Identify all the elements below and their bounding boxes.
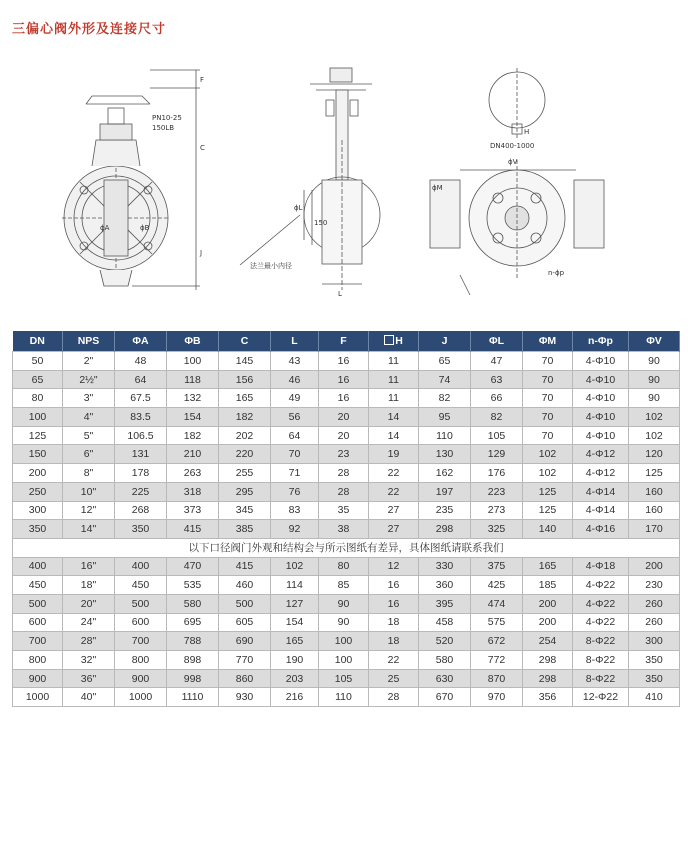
dimension-table [12, 331, 680, 707]
table-cell: 223 [471, 482, 523, 501]
table-cell: 18 [369, 632, 419, 651]
table-cell: 10" [63, 482, 115, 501]
table-cell: 63 [471, 370, 523, 389]
label-c: C [200, 144, 205, 152]
table-cell: 330 [419, 557, 471, 576]
header-cell: ΦA [115, 331, 167, 352]
label-phi-l: ϕL [294, 204, 303, 212]
label-j: J [200, 249, 203, 257]
label-lb: 150LB [152, 124, 175, 132]
table-cell: 4-Φ12 [573, 464, 629, 483]
table-cell: 2½" [63, 370, 115, 389]
table-cell: 100 [13, 408, 63, 427]
table-cell: 27 [369, 501, 419, 520]
table-row [13, 632, 680, 651]
table-cell: 16" [63, 557, 115, 576]
table-cell: 110 [319, 688, 369, 707]
table-cell: 150 [13, 445, 63, 464]
table-cell: 190 [271, 651, 319, 670]
table-cell: 120 [629, 445, 680, 464]
table-cell: 4-Φ18 [573, 557, 629, 576]
table-row [13, 557, 680, 576]
table-cell: 8" [63, 464, 115, 483]
table-cell: 170 [629, 520, 680, 539]
table-cell: 40" [63, 688, 115, 707]
table-cell: 22 [369, 464, 419, 483]
table-cell: 90 [629, 370, 680, 389]
table-cell: 800 [115, 651, 167, 670]
table-cell: 273 [471, 501, 523, 520]
page-title: 三偏心阀外形及连接尺寸 [12, 22, 167, 37]
table-cell: 100 [319, 651, 369, 670]
table-cell: 4-Φ22 [573, 613, 629, 632]
table-cell: 14 [369, 426, 419, 445]
table-row [13, 482, 680, 501]
table-cell: 102 [629, 408, 680, 427]
table-cell: 400 [115, 557, 167, 576]
table-cell: 16 [319, 389, 369, 408]
table-cell: 90 [629, 389, 680, 408]
table-cell: 220 [219, 445, 271, 464]
table-cell: 154 [271, 613, 319, 632]
table-cell: 65 [13, 370, 63, 389]
table-cell: 140 [523, 520, 573, 539]
table-cell: 700 [13, 632, 63, 651]
table-cell: 74 [419, 370, 471, 389]
table-cell: 182 [167, 426, 219, 445]
table-cell: 373 [167, 501, 219, 520]
table-cell: 575 [471, 613, 523, 632]
table-cell: 4-Φ10 [573, 370, 629, 389]
table-cell: 95 [419, 408, 471, 427]
header-cell: F [319, 331, 369, 352]
table-cell: 125 [523, 482, 573, 501]
table-cell: 70 [523, 408, 573, 427]
table-cell: 129 [471, 445, 523, 464]
table-cell: 12 [369, 557, 419, 576]
table-cell: 85 [319, 576, 369, 595]
label-n-phi-p: n-ϕp [548, 269, 565, 277]
table-cell: 500 [13, 594, 63, 613]
table-cell: 8-Φ22 [573, 632, 629, 651]
table-cell: 298 [523, 651, 573, 670]
table-cell: 25 [369, 669, 419, 688]
table-cell: 360 [419, 576, 471, 595]
table-cell: 16 [319, 352, 369, 371]
table-cell: 470 [167, 557, 219, 576]
table-cell: 230 [629, 576, 680, 595]
table-body [13, 352, 680, 707]
table-cell: 4-Φ10 [573, 426, 629, 445]
table-cell: 90 [629, 352, 680, 371]
table-cell: 36" [63, 669, 115, 688]
table-cell: 102 [271, 557, 319, 576]
table-cell: 998 [167, 669, 219, 688]
table-note-row [13, 538, 680, 557]
table-cell: 500 [115, 594, 167, 613]
table-cell: 5" [63, 426, 115, 445]
table-cell: 2" [63, 352, 115, 371]
table-cell: 350 [13, 520, 63, 539]
table-cell: 356 [523, 688, 573, 707]
table-cell: 11 [369, 352, 419, 371]
table-header-row [13, 331, 680, 352]
table-cell: 67.5 [115, 389, 167, 408]
table-cell: 350 [629, 651, 680, 670]
table-cell: 70 [523, 426, 573, 445]
table-cell: 197 [419, 482, 471, 501]
table-cell: 43 [271, 352, 319, 371]
table-cell: 200 [629, 557, 680, 576]
table-cell: 125 [13, 426, 63, 445]
table-cell: 203 [271, 669, 319, 688]
table-cell: 500 [219, 594, 271, 613]
table-cell: 395 [419, 594, 471, 613]
table-cell: 415 [167, 520, 219, 539]
table-cell: 600 [13, 613, 63, 632]
table-cell: 46 [271, 370, 319, 389]
table-cell: 20 [319, 426, 369, 445]
table-cell: 118 [167, 370, 219, 389]
table-cell: 298 [419, 520, 471, 539]
table-cell: 254 [523, 632, 573, 651]
table-cell: 156 [219, 370, 271, 389]
table-cell: 12-Φ22 [573, 688, 629, 707]
table-cell: 154 [167, 408, 219, 427]
table-cell: 102 [629, 426, 680, 445]
table-cell: 165 [219, 389, 271, 408]
table-cell: 160 [629, 501, 680, 520]
header-cell: DN [13, 331, 63, 352]
table-cell: 535 [167, 576, 219, 595]
table-cell: 83.5 [115, 408, 167, 427]
label-flange-note: 法兰最小内径 [250, 262, 292, 270]
table-row [13, 501, 680, 520]
table-cell: 225 [115, 482, 167, 501]
table-cell: 930 [219, 688, 271, 707]
table-cell: 82 [419, 389, 471, 408]
table-cell: 235 [419, 501, 471, 520]
table-cell: 70 [523, 389, 573, 408]
table-cell: 24" [63, 613, 115, 632]
label-pn: PN10-25 [152, 114, 182, 122]
table-row [13, 688, 680, 707]
table-cell: 788 [167, 632, 219, 651]
table-cell: 1110 [167, 688, 219, 707]
table-cell: 255 [219, 464, 271, 483]
table-cell: 900 [13, 669, 63, 688]
header-cell: ΦM [523, 331, 573, 352]
table-cell: 28" [63, 632, 115, 651]
label-phi-v: ϕV [508, 158, 518, 166]
table-cell: 90 [319, 613, 369, 632]
table-cell: 18 [369, 613, 419, 632]
table-cell: 19 [369, 445, 419, 464]
table-cell: 870 [471, 669, 523, 688]
table-cell: 110 [419, 426, 471, 445]
table-cell: 410 [629, 688, 680, 707]
header-cell: NPS [63, 331, 115, 352]
table-row [13, 576, 680, 595]
table-cell: 23 [319, 445, 369, 464]
table-cell: 28 [319, 464, 369, 483]
valve-technical-drawing [0, 40, 691, 300]
table-cell: 12" [63, 501, 115, 520]
label-f: F [200, 76, 205, 84]
label-dn-range: DN400-1000 [490, 142, 535, 150]
header-cell: ΦB [167, 331, 219, 352]
table-cell: 425 [471, 576, 523, 595]
table-cell: 160 [629, 482, 680, 501]
table-cell: 400 [13, 557, 63, 576]
table-cell: 4-Φ14 [573, 482, 629, 501]
table-cell: 48 [115, 352, 167, 371]
header-cell: ΦV [629, 331, 680, 352]
table-cell: 900 [115, 669, 167, 688]
square-icon [384, 335, 394, 345]
table-cell: 210 [167, 445, 219, 464]
table-cell: 300 [13, 501, 63, 520]
table-cell: 770 [219, 651, 271, 670]
table-cell: 16 [319, 370, 369, 389]
table-row [13, 594, 680, 613]
table-cell: 670 [419, 688, 471, 707]
table-cell: 132 [167, 389, 219, 408]
table-cell: 700 [115, 632, 167, 651]
table-cell: 474 [471, 594, 523, 613]
header-cell: n-Φp [573, 331, 629, 352]
table-cell: 106.5 [115, 426, 167, 445]
table-cell: 131 [115, 445, 167, 464]
label-phi-b: ϕB [140, 224, 150, 232]
header-cell: L [271, 331, 319, 352]
table-cell: 64 [271, 426, 319, 445]
table-cell: 105 [319, 669, 369, 688]
table-cell: 8-Φ22 [573, 669, 629, 688]
table-cell: 630 [419, 669, 471, 688]
table-cell: 345 [219, 501, 271, 520]
table-cell: 325 [471, 520, 523, 539]
table-cell: 772 [471, 651, 523, 670]
table-cell: 260 [629, 594, 680, 613]
table-cell: 100 [319, 632, 369, 651]
label-150: 150 [314, 219, 328, 227]
table-cell: 114 [271, 576, 319, 595]
table-cell: 182 [219, 408, 271, 427]
table-cell: 20" [63, 594, 115, 613]
label-phi-m: ϕM [432, 184, 443, 192]
table-cell: 100 [167, 352, 219, 371]
table-cell: 22 [369, 482, 419, 501]
table-cell: 92 [271, 520, 319, 539]
table-row [13, 445, 680, 464]
table-cell: 28 [319, 482, 369, 501]
table-cell: 800 [13, 651, 63, 670]
table-cell: 970 [471, 688, 523, 707]
table-row [13, 464, 680, 483]
table-cell: 20 [319, 408, 369, 427]
table-row [13, 389, 680, 408]
table-cell: 56 [271, 408, 319, 427]
table-cell: 35 [319, 501, 369, 520]
table-row [13, 352, 680, 371]
table-cell: 125 [629, 464, 680, 483]
table-cell: 4" [63, 408, 115, 427]
table-cell: 605 [219, 613, 271, 632]
table-cell: 375 [471, 557, 523, 576]
table-cell: 216 [271, 688, 319, 707]
label-l: L [338, 290, 342, 298]
table-cell: 520 [419, 632, 471, 651]
table-cell: 460 [219, 576, 271, 595]
table-cell: 202 [219, 426, 271, 445]
table-cell: 200 [523, 613, 573, 632]
table-cell: 350 [115, 520, 167, 539]
table-cell: 47 [471, 352, 523, 371]
table-row [13, 370, 680, 389]
table-cell: 28 [369, 688, 419, 707]
table-cell: 4-Φ22 [573, 594, 629, 613]
table-cell: 450 [115, 576, 167, 595]
table-cell: 4-Φ10 [573, 389, 629, 408]
table-cell: 130 [419, 445, 471, 464]
table-cell: 3" [63, 389, 115, 408]
label-h: H [524, 128, 530, 136]
table-cell: 4-Φ22 [573, 576, 629, 595]
header-cell: ΦL [471, 331, 523, 352]
table-cell: 695 [167, 613, 219, 632]
table-cell: 50 [13, 352, 63, 371]
table-cell: 4-Φ14 [573, 501, 629, 520]
table-cell: 18" [63, 576, 115, 595]
table-cell: 176 [471, 464, 523, 483]
table-cell: 300 [629, 632, 680, 651]
table-cell: 298 [523, 669, 573, 688]
table-note: 以下口径阀门外观和结构会与所示图纸有差异，具体图纸请联系我们 [13, 538, 680, 557]
table-cell: 580 [167, 594, 219, 613]
table-row [13, 426, 680, 445]
table-cell: 268 [115, 501, 167, 520]
table-cell: 127 [271, 594, 319, 613]
table-cell: 80 [319, 557, 369, 576]
table-cell: 898 [167, 651, 219, 670]
table-cell: 4-Φ10 [573, 352, 629, 371]
table-cell: 49 [271, 389, 319, 408]
table-cell: 165 [271, 632, 319, 651]
table-cell: 11 [369, 370, 419, 389]
table-row [13, 613, 680, 632]
table-cell: 145 [219, 352, 271, 371]
table-cell: 65 [419, 352, 471, 371]
table-cell: 22 [369, 651, 419, 670]
table-row [13, 669, 680, 688]
table-cell: 350 [629, 669, 680, 688]
table-cell: 11 [369, 389, 419, 408]
table-cell: 6" [63, 445, 115, 464]
table-cell: 16 [369, 594, 419, 613]
header-cell: C [219, 331, 271, 352]
table-cell: 260 [629, 613, 680, 632]
table-cell: 4-Φ10 [573, 408, 629, 427]
table-cell: 16 [369, 576, 419, 595]
table-cell: 672 [471, 632, 523, 651]
table-cell: 27 [369, 520, 419, 539]
table-cell: 1000 [115, 688, 167, 707]
table-cell: 318 [167, 482, 219, 501]
table-cell: 295 [219, 482, 271, 501]
table-cell: 450 [13, 576, 63, 595]
table-cell: 185 [523, 576, 573, 595]
table-cell: 125 [523, 501, 573, 520]
table-cell: 200 [13, 464, 63, 483]
table-cell: 83 [271, 501, 319, 520]
table-cell: 415 [219, 557, 271, 576]
table-cell: 14 [369, 408, 419, 427]
table-row [13, 651, 680, 670]
table-cell: 105 [471, 426, 523, 445]
table-cell: 71 [271, 464, 319, 483]
table-cell: 690 [219, 632, 271, 651]
table-cell: 385 [219, 520, 271, 539]
table-cell: 580 [419, 651, 471, 670]
table-cell: 64 [115, 370, 167, 389]
table-cell: 102 [523, 464, 573, 483]
table-cell: 860 [219, 669, 271, 688]
table-cell: 263 [167, 464, 219, 483]
table-cell: 66 [471, 389, 523, 408]
header-cell [369, 331, 419, 352]
table-row [13, 408, 680, 427]
table-cell: 200 [523, 594, 573, 613]
table-cell: 4-Φ16 [573, 520, 629, 539]
table-cell: 32" [63, 651, 115, 670]
header-cell-label: H [395, 335, 403, 347]
table-cell: 250 [13, 482, 63, 501]
table-cell: 70 [271, 445, 319, 464]
table-cell: 165 [523, 557, 573, 576]
table-cell: 1000 [13, 688, 63, 707]
table-cell: 38 [319, 520, 369, 539]
table-cell: 102 [523, 445, 573, 464]
table-cell: 70 [523, 370, 573, 389]
header-cell: J [419, 331, 471, 352]
table-cell: 458 [419, 613, 471, 632]
table-cell: 4-Φ12 [573, 445, 629, 464]
table-cell: 80 [13, 389, 63, 408]
table-cell: 600 [115, 613, 167, 632]
table-cell: 14" [63, 520, 115, 539]
table-cell: 178 [115, 464, 167, 483]
table-row [13, 520, 680, 539]
label-phi-a: ϕA [100, 224, 110, 232]
table-cell: 76 [271, 482, 319, 501]
table-cell: 8-Φ22 [573, 651, 629, 670]
table-cell: 90 [319, 594, 369, 613]
table-cell: 82 [471, 408, 523, 427]
table-cell: 162 [419, 464, 471, 483]
table-cell: 70 [523, 352, 573, 371]
